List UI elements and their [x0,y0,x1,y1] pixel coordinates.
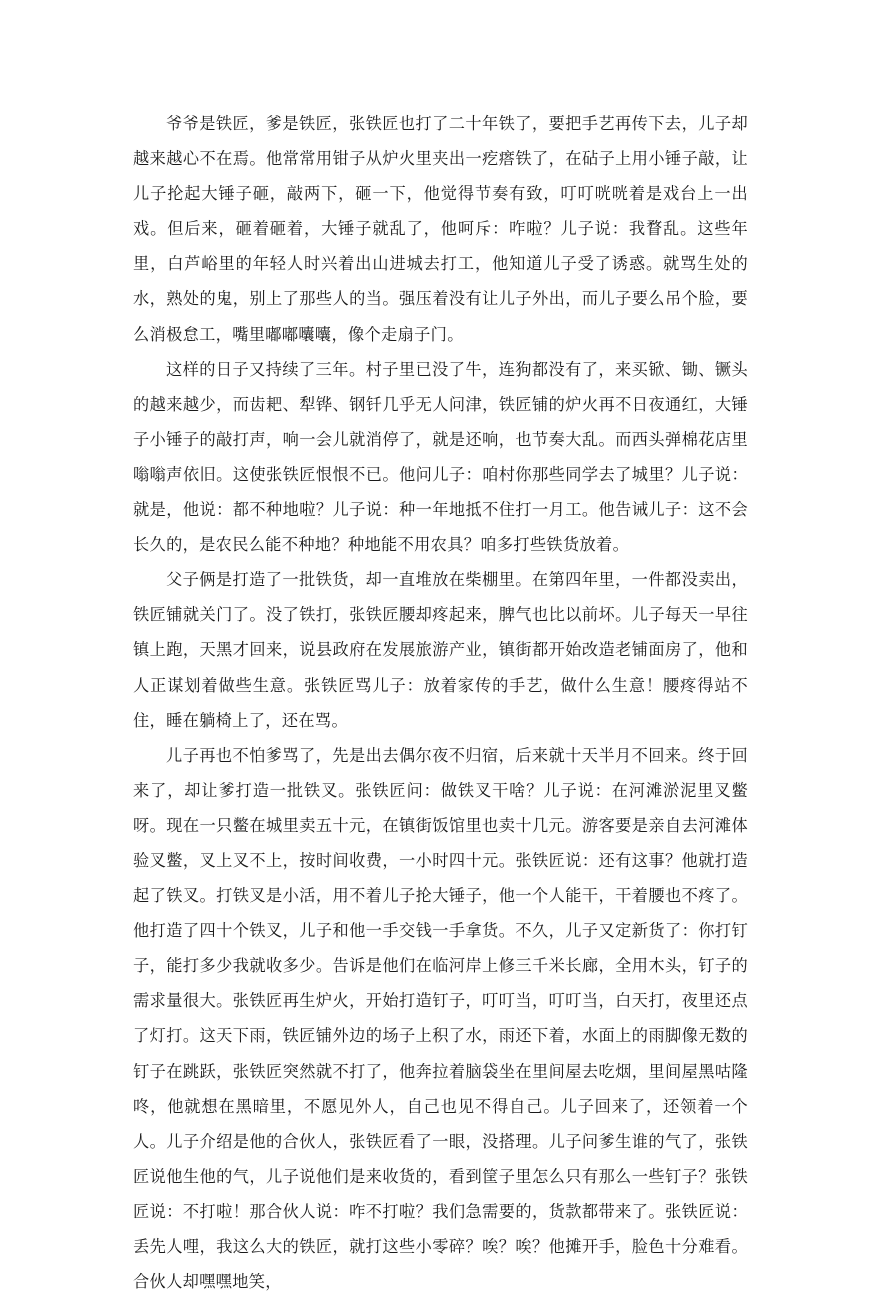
paragraph-1: 爷爷是铁匠，爹是铁匠，张铁匠也打了二十年铁了，要把手艺再传下去，儿子却越来越心不在焉。他常常用钳子从炉火里夹出一疙瘩铁了，在砧子上用小锤子敲，让儿子抡起大锤子砸，敲两下，砸一下，他觉得节奏有致，叮叮咣咣着是戏台上一出戏。但后来，砸着砸着，大锤子就乱了，他呵斥：咋啦？儿子说：我瞀乱。这些年里，白芦峪里的年轻人时兴着出山进城去打工，他知道儿子受了诱惑。就骂生处的水，熟处的鬼，别上了那些人的当。强压着没有让儿子外出，而儿子要么吊个脸，要么消极怠工，嘴里嘟嘟囔囔，像个走扇子门。 [133,114,748,344]
paragraph-3: 父子俩是打造了一批铁货，却一直堆放在柴棚里。在第四年里，一件都没卖出，铁匠铺就关门了。没了铁打，张铁匠腰却疼起来，脾气也比以前坏。儿子每天一早往镇上跑，天黑才回来，说县政府在发展旅游产业，镇街都开始改造老铺面房了，他和人正谋划着做些生意。张铁匠骂儿子：放着家传的手艺，做什么生意！腰疼得站不住，睡在躺椅上了，还在骂。 [133,570,748,730]
paragraph-2: 这样的日子又持续了三年。村子里已没了牛，连狗都没有了，来买锨、锄、镢头的越来越少，而齿耙、犁铧、钢钎几乎无人问津，铁匠铺的炉火再不日夜通红，大锤子小锤子的敲打声，响一会儿就消停了，就是还响，也节奏大乱。而西头弹棉花店里嗡嗡声依旧。这使张铁匠恨恨不已。他问儿子：咱村你那些同学去了城里？儿子说：就是，他说：都不种地啦？儿子说：种一年地抵不住打一月工。他告诫儿子：这不会长久的，是农民么能不种地？种地能不用农具？咱多打些铁货放着。 [133,359,748,555]
article-body [133,106,748,1299]
paragraph-4: 儿子再也不怕爹骂了，先是出去偶尔夜不归宿，后来就十天半月不回来。终于回来了，却让爹打造一批铁叉。张铁匠问：做铁叉干啥？儿子说：在河滩淤泥里叉鳖呀。现在一只鳖在城里卖五十元，在镇街饭馆里也卖十几元。游客要是亲自去河滩体验叉鳖，叉上叉不上，按时间收费，一小时四十元。张铁匠说：还有这事？他就打造起了铁叉。打铁叉是小活，用不着儿子抡大锤子，他一个人能干，干着腰也不疼了。他打造了四十个铁叉，儿子和他一手交钱一手拿货。不久，儿子又定新货了：你打钉子，能打多少我就收多少。告诉是他们在临河岸上修三千米长廊，全用木头，钉子的需求量很大。张铁匠再生炉火，开始打造钉子，叮叮当，叮叮当，白天打，夜里还点了灯打。这天下雨，铁匠铺外边的场子上积了水，雨还下着，水面上的雨脚像无数的钉子在跳跃，张铁匠突然就不打了，他奔拉着脑袋坐在里间屋去吃烟，里间屋黑咕隆咚，他就想在黑暗里，不愿见外人，自己也见不得自己。儿子回来了，还领着一个人。儿子介绍是他的合伙人，张铁匠看了一眼，没搭理。儿子问爹生谁的气了，张铁匠说他生他的气，儿子说他们是来收货的，看到筐子里怎么只有那么一些钉子？张铁匠说：不打啦！那合伙人说：咋不打啦？我们急需要的，货款都带来了。张铁匠说：丢先人哩，我这么大的铁匠，就打这些小零碎？唉？唉？他摊开手，脸色十分难看。合伙人却嘿嘿地笑， [133,745,748,1292]
